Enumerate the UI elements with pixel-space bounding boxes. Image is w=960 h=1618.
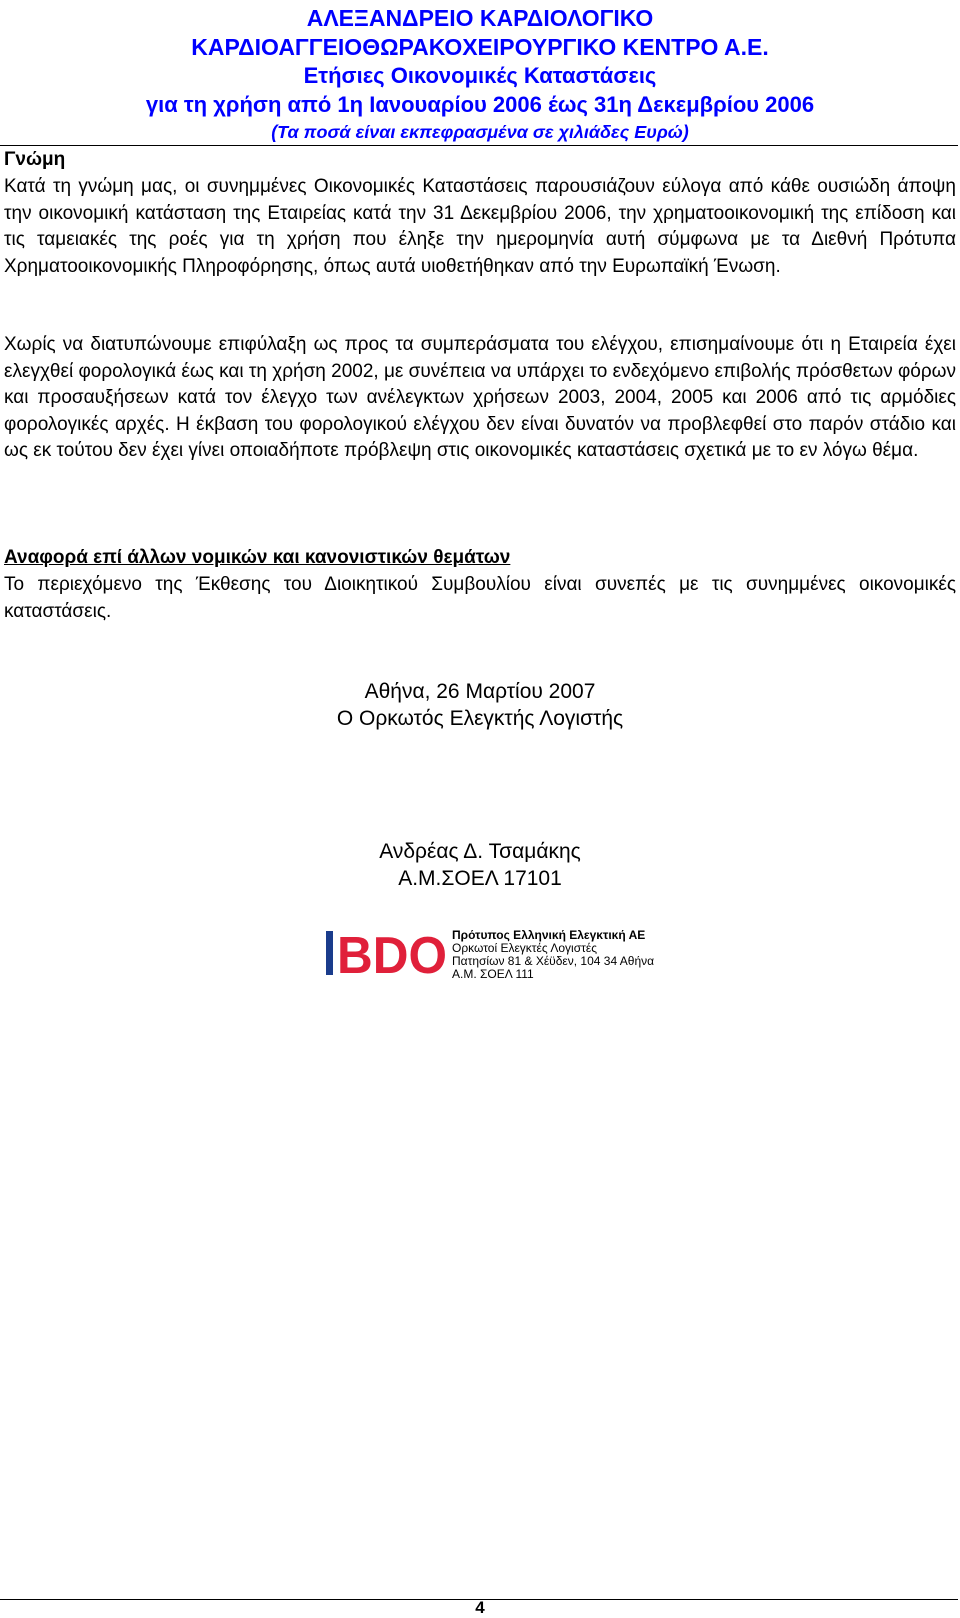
emphasis-paragraph: Χωρίς να διατυπώνουμε επιφύλαξη ως προς τα συμπεράσματα του ελέγχου, επισημαίνουμε ότι η Εταιρεία έχει ελεγχθεί φορολογικά έως και τη χρήση 2002, με συνέπεια να υπάρχει το ενδεχόμενο επιβολής πρόσθετων φόρων και προσαυξήσεων κατά τον έλεγχο των ανέλεγκτων χρήσεων 2003, 2004, 2005 και 2006 από τις αρμόδιες φορολογικές αρχές. Η έκβαση του φορολογικού ελέγχου δεν είναι δυνατόν να προβλεφθεί στο παρόν στάδιο και ως εκ τούτου δεν έχει γίνει οποιαδήποτε πρόβλεψη στις οικονομικές καταστάσεις σχετικά με το εν λόγω θέμα.	[4, 334, 957, 461]
bdo-stamp-logo	[326, 927, 676, 979]
other-matters-paragraph: Το περιεχόμενο της Έκθεσης του Διοικητικού Συμβουλίου είναι συνεπές με τις συνημμένες οικονομικές καταστάσεις.	[4, 574, 956, 622]
report-period: για τη χρήση από 1η Ιανουαρίου 2006 έως 31η Δεκεμβρίου 2006	[145, 92, 815, 117]
other-matters-heading: Αναφορά επί άλλων νομικών και κανονιστικών θεμάτων	[4, 547, 511, 568]
stamp-line-2: Ορκωτοί Ελεγκτές Λογιστές	[452, 941, 597, 955]
auditor-name: Ανδρέας Δ. Τσαμάκης	[379, 840, 581, 863]
opinion-heading: Γνώμη	[4, 149, 66, 170]
header-divider	[0, 145, 958, 146]
currency-note: (Τα ποσά είναι εκπεφρασμένα σε χιλιάδες Ευρώ)	[271, 122, 689, 142]
page-number: 4	[475, 1598, 485, 1617]
signature-place-date: Αθήνα, 26 Μαρτίου 2007	[364, 680, 596, 703]
company-name-line-2: ΚΑΡΔΙΟΑΓΓΕΙΟΘΩΡΑΚΟΧΕΙΡΟΥΡΓΙΚΟ ΚΕΝΤΡΟ Α.Ε.	[191, 34, 769, 60]
stamp-line-1: Πρότυπος Ελληνική Ελεγκτική ΑΕ	[452, 928, 646, 942]
company-name-line-1: ΑΛΕΞΑΝΔΡΕΙΟ ΚΑΡΔΙΟΛΟΓΙΚΟ	[306, 5, 654, 31]
bdo-logo-bar	[326, 931, 333, 975]
report-title: Ετήσιες Οικονομικές Καταστάσεις	[303, 63, 657, 88]
signature-role: Ο Ορκωτός Ελεγκτής Λογιστής	[336, 707, 624, 730]
auditor-registration: Α.Μ.ΣΟΕΛ 17101	[398, 867, 562, 890]
stamp-line-3: Πατησίων 81 & Χέϋδεν, 104 34 Αθήνα	[452, 954, 655, 968]
bdo-logo-text: BDO	[337, 927, 447, 979]
opinion-paragraph: Κατά τη γνώμη μας, οι συνημμένες Οικονομικές Καταστάσεις παρουσιάζουν εύλογα από κάθε ουσιώδη άποψη την οικονομική κατάσταση της Εταιρείας κατά την 31 Δεκεμβρίου 2006, την χρηματοοικονομική της επίδοση και τις ταμειακές της ροές για τη χρήση που έληξε την ημερομηνία αυτή σύμφωνα με τα Διεθνή Πρότυπα Χρηματοοικονομικής Πληροφόρησης, όπως αυτά υιοθετήθηκαν από την Ευρωπαϊκή Ένωση.	[4, 176, 956, 277]
stamp-line-4: Α.Μ. ΣΟΕΛ 111	[452, 967, 534, 979]
